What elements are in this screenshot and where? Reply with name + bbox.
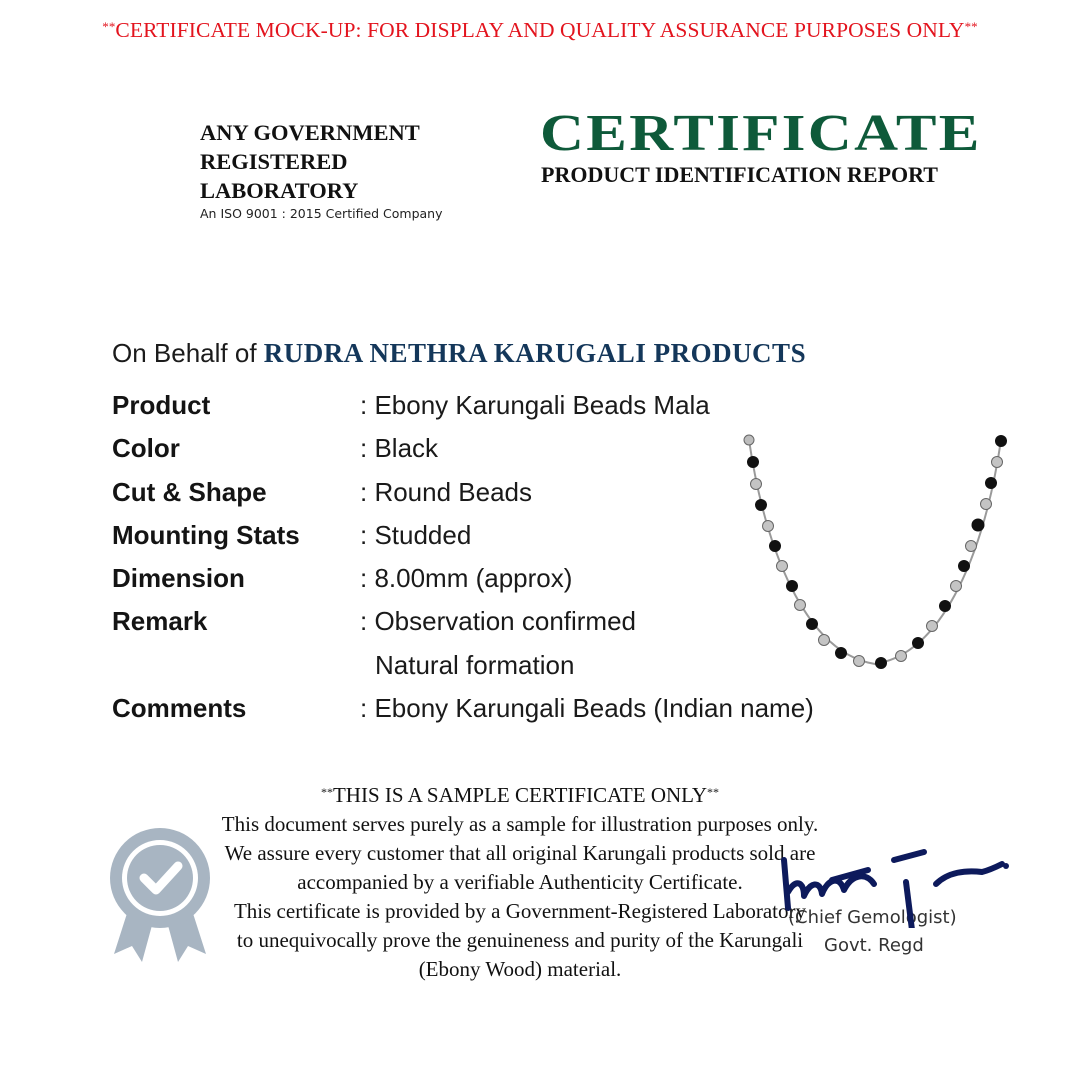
banner-stars-left: ** xyxy=(102,19,116,34)
notice-line: (Ebony Wood) material. xyxy=(418,957,622,981)
notice-stars-left: ** xyxy=(320,785,333,799)
notice-stars-right: ** xyxy=(707,785,720,799)
mockup-banner xyxy=(0,18,1080,43)
detail-value: : Observation confirmed xyxy=(360,606,637,637)
notice-heading-text: THIS IS A SAMPLE CERTIFICATE ONLY xyxy=(332,783,708,807)
detail-key: Comments xyxy=(112,693,247,724)
detail-key: Remark xyxy=(112,606,208,637)
detail-row-mounting xyxy=(112,514,814,557)
signature-scribble xyxy=(770,848,1010,928)
detail-key: Cut & Shape xyxy=(112,476,267,507)
detail-row-cut-shape xyxy=(112,471,814,514)
signatory-registration: Govt. Regd xyxy=(824,935,924,956)
banner-stars-right: ** xyxy=(964,19,978,34)
detail-row-dimension xyxy=(112,557,814,600)
detail-value: : Round Beads xyxy=(360,476,533,507)
notice-line: to unequivocally prove the genuineness and purity of the Karungali xyxy=(236,928,804,952)
on-behalf-of xyxy=(112,338,806,369)
detail-value: : 8.00mm (approx) xyxy=(360,563,573,594)
banner-text: CERTIFICATE MOCK-UP: FOR DISPLAY AND QUALITY ASSURANCE PURPOSES ONLY xyxy=(115,18,965,42)
detail-key: Dimension xyxy=(112,563,245,594)
notice-line: accompanied by a verifiable Authenticity Certificate. xyxy=(297,870,743,894)
detail-value: : Black xyxy=(360,433,439,464)
notice-line: This certificate is provided by a Government-Registered Laboratory xyxy=(233,899,807,923)
notice-line: We assure every customer that all original Karungali products sold are xyxy=(224,841,816,865)
detail-value-continuation: Natural formation xyxy=(375,649,575,680)
lab-name-line2: REGISTERED xyxy=(200,149,348,174)
detail-row-color xyxy=(112,427,814,470)
detail-value: : Studded xyxy=(360,519,472,550)
certificate-title: CERTIFICATE xyxy=(540,105,982,162)
detail-value: : Ebony Karungali Beads (Indian name) xyxy=(360,693,814,724)
certificate-subtitle: PRODUCT IDENTIFICATION REPORT xyxy=(541,162,938,187)
iso-certification: An ISO 9001 : 2015 Certified Company xyxy=(200,206,443,221)
detail-key: Product xyxy=(112,390,211,420)
detail-row-remark-continuation xyxy=(112,644,814,687)
bead-necklace-image xyxy=(735,428,1015,678)
detail-key: Color xyxy=(112,433,180,464)
signatory-title: (Chief Gemologist) xyxy=(788,907,957,928)
lab-name-line3: LABORATORY xyxy=(200,178,359,203)
detail-key-empty xyxy=(112,644,360,687)
notice-line: This document serves purely as a sample for illustration purposes only. xyxy=(221,812,819,836)
detail-key: Mounting Stats xyxy=(112,519,300,550)
lab-name-line1: ANY GOVERNMENT xyxy=(200,120,420,145)
lab-logo-block xyxy=(200,118,443,223)
detail-value: : Ebony Karungali Beads Mala xyxy=(360,390,710,420)
notice-heading xyxy=(150,778,890,810)
detail-row-comments xyxy=(112,687,814,730)
detail-row-product xyxy=(112,384,814,427)
detail-row-remark xyxy=(112,600,814,643)
behalf-label: On Behalf of xyxy=(112,338,257,368)
company-name: RUDRA NETHRA KARUGALI PRODUCTS xyxy=(263,338,807,368)
product-details xyxy=(112,384,814,730)
